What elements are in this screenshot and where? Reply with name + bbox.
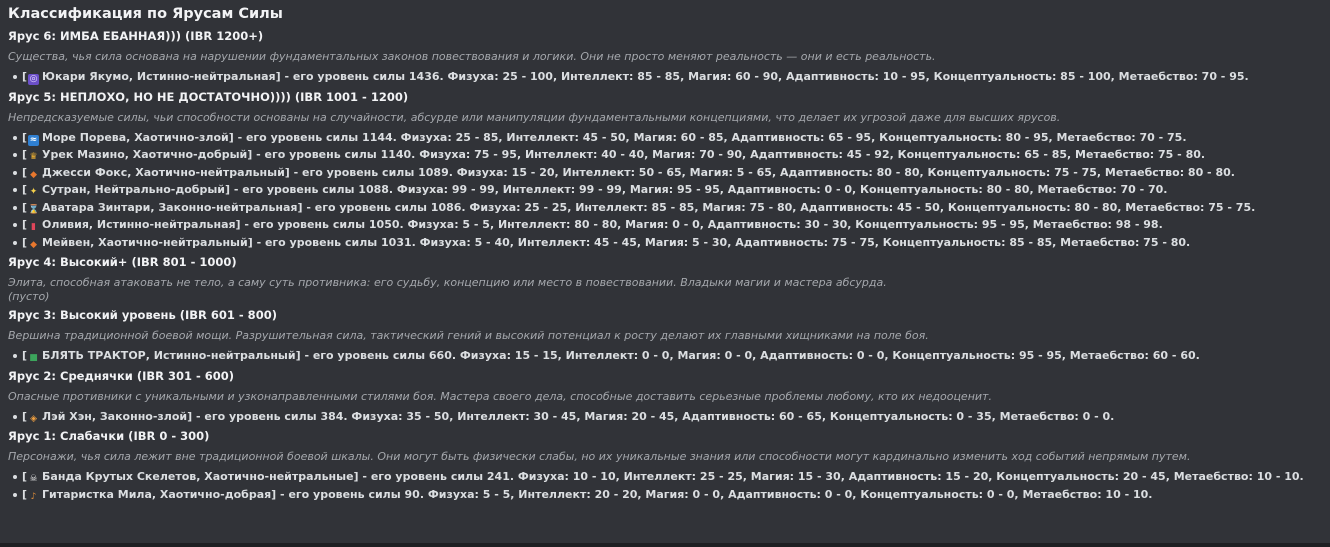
entry-name: Урек Мазино, Хаотично-добрый]	[42, 148, 253, 161]
entry-list	[8, 68, 1322, 86]
list-item	[22, 216, 1322, 234]
entry-header	[22, 148, 252, 161]
tier-section	[8, 90, 1322, 252]
bracket-open: [	[22, 218, 28, 231]
entry-stats: - его уровень силы 241. Физуха: 10 - 10, Интеллект: 25 - 25, Магия: 15 - 30, Адаптивность: 15 - 20, Концептуальность: 20 - 45, Метаебство: 10 - 10.	[358, 470, 1304, 483]
tier-heading: Ярус 3: Высокий уровень (IBR 601 - 800)	[8, 308, 277, 322]
hourglass-icon: ⌛	[28, 204, 40, 215]
tier-section	[8, 255, 1322, 304]
bracket-open: [	[22, 487, 28, 501]
entry-header	[22, 218, 241, 231]
tier-empty-label: (пусто)	[8, 290, 50, 303]
bracket-open: [	[22, 130, 28, 144]
tier-list	[8, 29, 1322, 503]
entry-header	[22, 488, 276, 501]
fox-icon: ◆	[28, 170, 39, 181]
tier-description: Элита, способная атаковать не тело, а саму суть противника: его судьбу, концепцию или место в повествовании. Владыки магии и мастера абсурда.	[8, 276, 887, 289]
tier-heading: Ярус 4: Высокий+ (IBR 801 - 1000)	[8, 255, 237, 269]
list-item	[22, 199, 1322, 217]
entry-header	[22, 201, 303, 214]
tier-heading: Ярус 1: Слабачки (IBR 0 - 300)	[8, 429, 210, 443]
entry-stats: - его уровень силы 1144. Физуха: 25 - 85, Интеллект: 45 - 50, Магия: 60 - 85, Адаптивность: 65 - 95, Концептуальность: 80 - 95, Метаебство: 70 - 75.	[233, 130, 1187, 144]
crown-icon: ♛	[29, 152, 38, 162]
wave-icon: ≈	[29, 134, 38, 145]
entry-stats: - его уровень силы 1140. Физуха: 75 - 95, Интеллект: 40 - 40, Магия: 70 - 90, Адаптивность: 45 - 92, Концептуальность: 65 - 85, Метаебство: 75 - 80.	[252, 148, 1206, 161]
entry-list	[8, 347, 1322, 365]
tier-heading: Ярус 5: НЕПЛОХО, НО НЕ ДОСТАТОЧНО)))) (IBR 1001 - 1200)	[8, 89, 409, 104]
tier-section	[8, 308, 1322, 365]
entry-name: БЛЯТЬ ТРАКТОР, Истинно-нейтральный]	[42, 349, 301, 362]
bracket-open: [	[22, 183, 28, 196]
tier-description: Опасные противники с уникальными и узконаправленными стилями боя. Мастера своего дела, способные доставить серьезные проблемы любому, кто их недооценит.	[8, 389, 992, 403]
list-item	[22, 129, 1322, 147]
entry-name: Аватара Зинтари, Законно-нейтральная]	[42, 200, 303, 214]
entry-stats: - его уровень силы 384. Физуха: 35 - 50, Интеллект: 30 - 45, Магия: 20 - 45, Адаптивность: 60 - 65, Концептуальность: 0 - 35, Метаебство: 0 - 0.	[192, 409, 1115, 423]
tractor-icon: ■	[29, 353, 38, 363]
entry-name: Мейвен, Хаотично-нейтральный]	[42, 235, 253, 249]
bracket-open: [	[22, 165, 28, 179]
entry-stats: - его уровень силы 1088. Физуха: 99 - 99, Интеллект: 99 - 99, Магия: 95 - 95, Адаптивность: 0 - 0, Концептуальность: 80 - 80, Метаебство: 70 - 70.	[230, 183, 1168, 196]
entry-name: Банда Крутых Скелетов, Хаотично-нейтральные]	[42, 470, 359, 483]
bracket-open: [	[22, 235, 28, 249]
entry-list	[8, 408, 1322, 426]
purple-orb-icon: ◎	[29, 74, 38, 84]
entry-header	[22, 131, 234, 144]
entry-header	[22, 470, 359, 483]
tier-description: Вершина традиционной боевой мощи. Разрушительная сила, тактический гений и высокий потенциал к росту делают их главными хищниками на поле боя.	[8, 329, 929, 342]
entry-stats: - его уровень силы 90. Физуха: 5 - 5, Интеллект: 20 - 20, Магия: 0 - 0, Адаптивность: 0 - 0, Концептуальность: 0 - 0, Метаебство: 10 - 10.	[276, 487, 1153, 501]
bracket-open: [	[22, 409, 28, 423]
page-title: Классификация по Ярусам Силы	[8, 6, 283, 22]
list-item	[22, 68, 1322, 86]
list-item	[22, 486, 1322, 504]
entry-header	[22, 70, 281, 83]
bracket-open: [	[22, 70, 28, 83]
list-item	[22, 181, 1322, 199]
tier-description: Существа, чья сила основана на нарушении фундаментальных законов повествования и логики. Они не просто меняют реальность — они и есть реальность.	[8, 50, 936, 63]
sparkles-icon: ✦	[29, 187, 38, 197]
entry-stats: - его уровень силы 1436. Физуха: 25 - 100, Интеллект: 85 - 85, Магия: 60 - 90, Адаптивность: 10 - 95, Концептуальность: 85 - 100, Метаебство: 70 - 95.	[280, 70, 1249, 83]
tier-description: Непредсказуемые силы, чьи способности основаны на случайности, абсурде или манипуляции фундаментальными концепциями, что делает их угрозой даже для высших ярусов.	[8, 110, 1061, 124]
entry-stats: - его уровень силы 1050. Физуха: 5 - 5, Интеллект: 80 - 80, Магия: 0 - 0, Адаптивность: 30 - 30, Концептуальность: 95 - 95, Метаебство: 98 - 98.	[240, 218, 1163, 231]
tier-description: Персонажи, чья сила лежит вне традиционной боевой шкалы. Они могут быть физически слабы, но их уникальные знания или способности могут кардинально изменить ход событий непрямым путем.	[8, 450, 1191, 463]
bracket-open: [	[22, 470, 28, 483]
entry-name: Оливия, Истинно-нейтральная]	[42, 218, 241, 231]
tier-section	[8, 369, 1322, 426]
list-item	[22, 234, 1322, 252]
fox-icon: ◆	[28, 240, 39, 251]
entry-header	[22, 349, 301, 362]
entry-header	[22, 410, 192, 423]
entry-name: Лэй Хэн, Законно-злой]	[42, 409, 193, 423]
entry-name: Юкари Якумо, Истинно-нейтральная]	[42, 70, 281, 83]
list-item	[22, 146, 1322, 164]
entry-header	[22, 236, 253, 249]
lipstick-icon: ▮	[28, 222, 39, 233]
tier-section	[8, 29, 1322, 86]
guitar-icon: ♪	[28, 492, 39, 503]
entry-name: Гитаристка Мила, Хаотично-добрая]	[42, 487, 277, 501]
entry-stats: - его уровень силы 1089. Физуха: 15 - 20, Интеллект: 50 - 65, Магия: 5 - 65, Адаптивность: 80 - 80, Концептуальность: 75 - 75, Метаебство: 80 - 80.	[289, 165, 1235, 179]
bottom-divider	[0, 543, 1330, 547]
list-item	[22, 408, 1322, 426]
bracket-open: [	[22, 148, 28, 161]
bracket-open: [	[22, 349, 28, 362]
tiger-icon: ◈	[28, 414, 39, 425]
entry-list	[8, 129, 1322, 252]
bracket-open: [	[22, 200, 28, 214]
tier-heading: Ярус 6: ИМБА ЕБАННАЯ))) (IBR 1200+)	[8, 29, 264, 43]
tier-section	[8, 429, 1322, 503]
entry-header	[22, 166, 290, 179]
entry-header	[22, 183, 230, 196]
entry-list	[8, 468, 1322, 503]
entry-name: Сутран, Нейтрально-добрый]	[42, 183, 231, 196]
skull-icon: ☠	[29, 474, 38, 484]
entry-name: Море Порева, Хаотично-злой]	[42, 130, 234, 144]
entry-stats: - его уровень силы 1031. Физуха: 5 - 40, Интеллект: 45 - 45, Магия: 5 - 30, Адаптивность: 75 - 75, Концептуальность: 85 - 85, Метаебство: 75 - 80.	[252, 235, 1191, 249]
entry-stats: - его уровень силы 660. Физуха: 15 - 15, Интеллект: 0 - 0, Магия: 0 - 0, Адаптивность: 0 - 0, Концептуальность: 95 - 95, Метаебство: 60 - 60.	[300, 349, 1200, 362]
entry-name: Джесси Фокс, Хаотично-нейтральный]	[42, 165, 290, 179]
list-item	[22, 347, 1322, 365]
list-item	[22, 164, 1322, 182]
tier-heading: Ярус 2: Среднячки (IBR 301 - 600)	[8, 368, 235, 383]
list-item	[22, 468, 1322, 486]
entry-stats: - его уровень силы 1086. Физуха: 25 - 25, Интеллект: 85 - 85, Магия: 75 - 80, Адаптивность: 45 - 50, Концептуальность: 80 - 80, Метаебство: 75 - 75.	[302, 200, 1256, 214]
